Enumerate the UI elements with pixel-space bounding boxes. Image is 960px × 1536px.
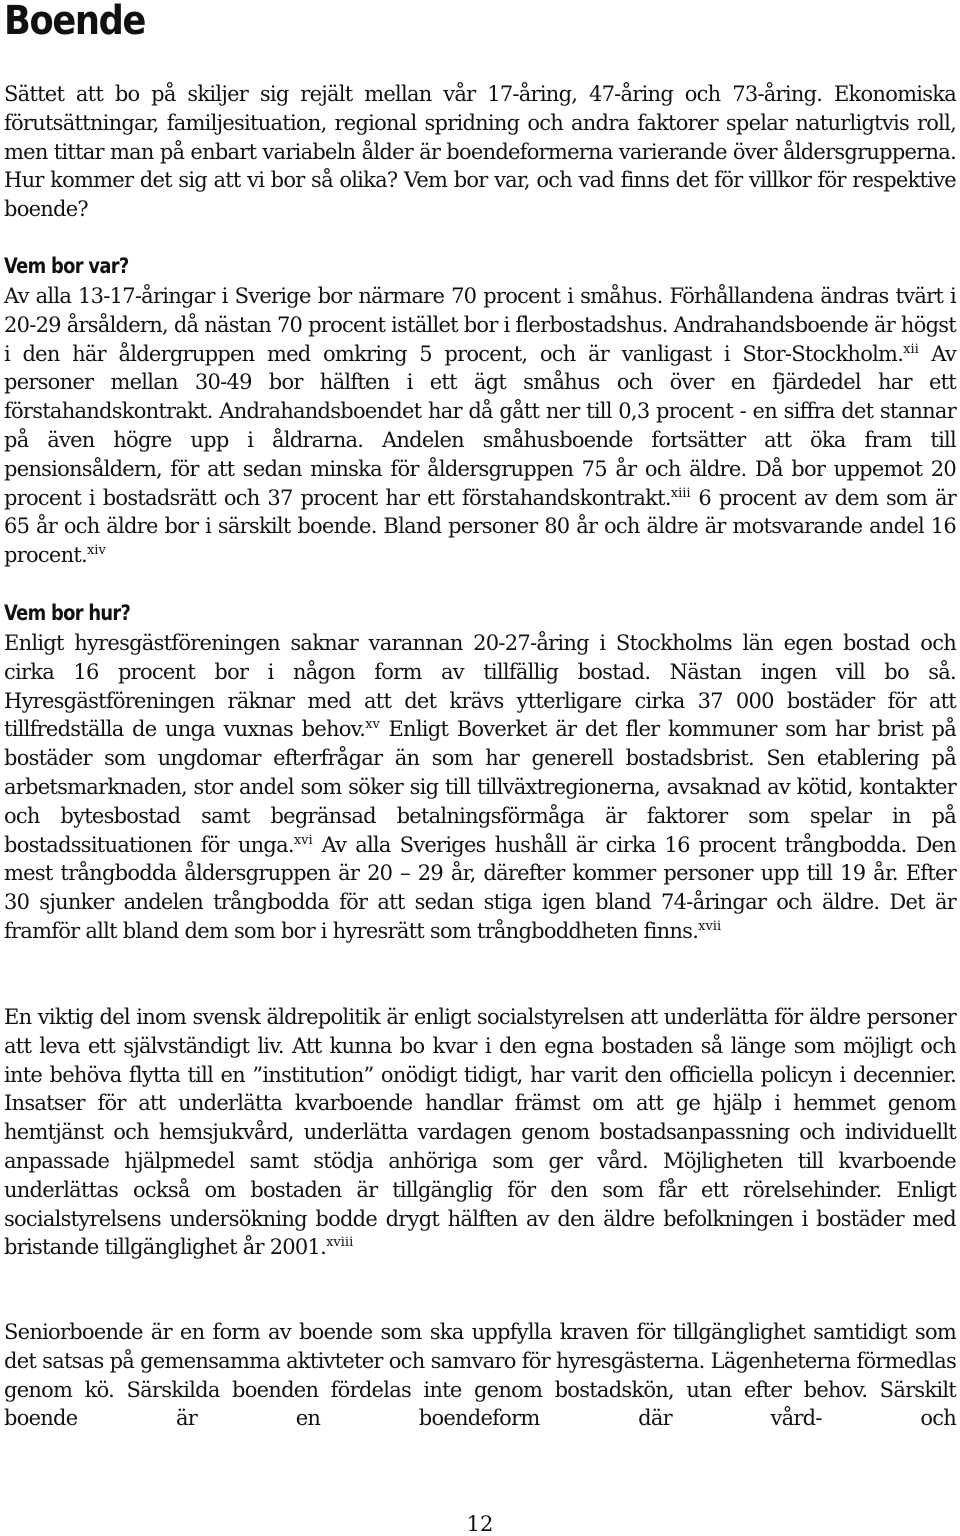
footnote-ref-xiii: xiii <box>670 485 691 501</box>
intro-paragraph <box>4 80 956 224</box>
paragraph-text: Av personer mellan 30-49 bor hälften i ett ägt småhus och över en fjärdedel har ett förstahandskontrakt. Andrahandsboendet har då gått ner till 0,3 procent - en siffra det stannar på även högre upp i åldrarna. Andelen småhusboende fortsätter att öka fram till pensionsåldern, för att sedan minska för åldersgruppen 75 år och äldre. Då bor uppemot 20 procent i bostadsrätt och 37 procent har ett förstahandskontrakt. <box>4 341 956 510</box>
paragraph-text: 6 procent av dem som är 65 år och äldre bor i särskilt boende. Bland personer 80 år och äldre är motsvarande andel 16 procent. <box>4 485 957 568</box>
footnote-ref-xvii: xvii <box>698 918 722 934</box>
footnote-ref-xii: xii <box>903 341 919 357</box>
footnote-ref-xiv: xiv <box>86 543 106 559</box>
paragraph-aldrepolitik <box>4 1003 956 1262</box>
paragraph-vem-bor-hur <box>4 629 956 946</box>
intro-text: Sättet att bo på skiljer sig rejält mellan vår 17-åring, 47-åring och 73-åring. Ekonomiska förutsättningar, familjesituation, regional spridning och andra faktorer spelar naturligtvis roll, men tittar man på enbart variabeln ålder är boendeformerna varierande över åldersgrupperna. Hur kommer det sig att vi bor så olika? Vem bor var, och vad finns det för villkor för respektive boende? <box>4 82 956 222</box>
paragraph-text: Seniorboende är en form av boende som ska uppfylla kraven för tillgänglighet samtidigt som det satsas på gemensamma aktivteter och samvaro för hyresgästerna. Lägenheterna förmedlas genom kö. Särskilda boenden fördelas inte genom bostadskön, utan efter behov. Särskilt boende är en boendeform där vård- och <box>4 1320 956 1431</box>
paragraph-text: Enligt hyresgästföreningen saknar varannan 20-27-åring i Stockholms län egen bostad och cirka 16 procent bor i någon form av tillfällig bostad. Nästan ingen vill bo så. Hyresgästföreningen räknar med att det krävs ytterligare cirka 37 000 bostäder för att tillfredställa de unga vuxnas behov. <box>4 631 956 742</box>
footnote-ref-xvi: xvi <box>293 832 313 848</box>
paragraph-seniorboende <box>4 1318 956 1433</box>
paragraph-text: Enligt Boverket är det fler kommuner som har brist på bostäder som ungdomar efterfrågar än som har generell bostadsbrist. Sen etablering på arbetsmarknaden, stor andel som söker sig till tillväxtregionerna, avsaknad av kötid, kontakter och bytesbostad samt begränsad betalningsförmåga är faktorer som spelar in på bostadssituationen för unga. <box>4 717 956 857</box>
footnote-ref-xviii: xviii <box>326 1235 354 1251</box>
footnote-ref-xv: xv <box>365 717 380 733</box>
paragraph-text: Av alla 13-17-åringar i Sverige bor närmare 70 procent i småhus. Förhållandena ändras tvärt i 20-29 årsåldern, då nästan 70 procent istället bor i flerbostadshus. Andrahandsboende är högst i den här åldergruppen med omkring 5 procent, och är vanligast i Stor-Stockholm. <box>4 284 956 366</box>
heading-vem-bor-var: Vem bor var? <box>4 254 129 278</box>
paragraph-text: Av alla Sveriges hushåll är cirka 16 procent trångbodda. Den mest trångbodda åldersgruppen är 20 – 29 år, därefter kommer personer upp till 19 år. Efter 30 sjunker andelen trångbodda för att sedan stiga igen bland 74-åringar och äldre. Det är framför allt bland dem som bor i hyresrätt som trångboddheten finns. <box>4 832 957 943</box>
page-title: Boende <box>4 0 146 44</box>
paragraph-text: En viktig del inom svensk äldrepolitik är enligt socialstyrelsen att underlätta för äldre personer att leva ett självständigt liv. Att kunna bo kvar i den egna bostaden så länge som möjligt och inte behöva flytta till en ”institution” onödigt tidigt, har varit den officiella policyn i decennier. Insatser för att underlätta kvarboende handlar främst om att ge hjälp i hemmet genom hemtjänst och hemsjukvård, underlätta vardagen genom bostadsanpassning och individuellt anpassade hjälpmedel samt stödja anhöriga som ger vård. Möjligheten till kvarboende underlättas också om bostaden är tillgänglig för den som får ett rörelsehinder. Enligt socialstyrelsens undersökning bodde drygt hälften av den äldre befolkningen i bostäder med bristande tillgänglighet år 2001. <box>4 1005 956 1260</box>
page-number: 12 <box>466 1512 494 1536</box>
paragraph-vem-bor-var <box>4 282 956 570</box>
heading-vem-bor-hur: Vem bor hur? <box>4 601 131 625</box>
